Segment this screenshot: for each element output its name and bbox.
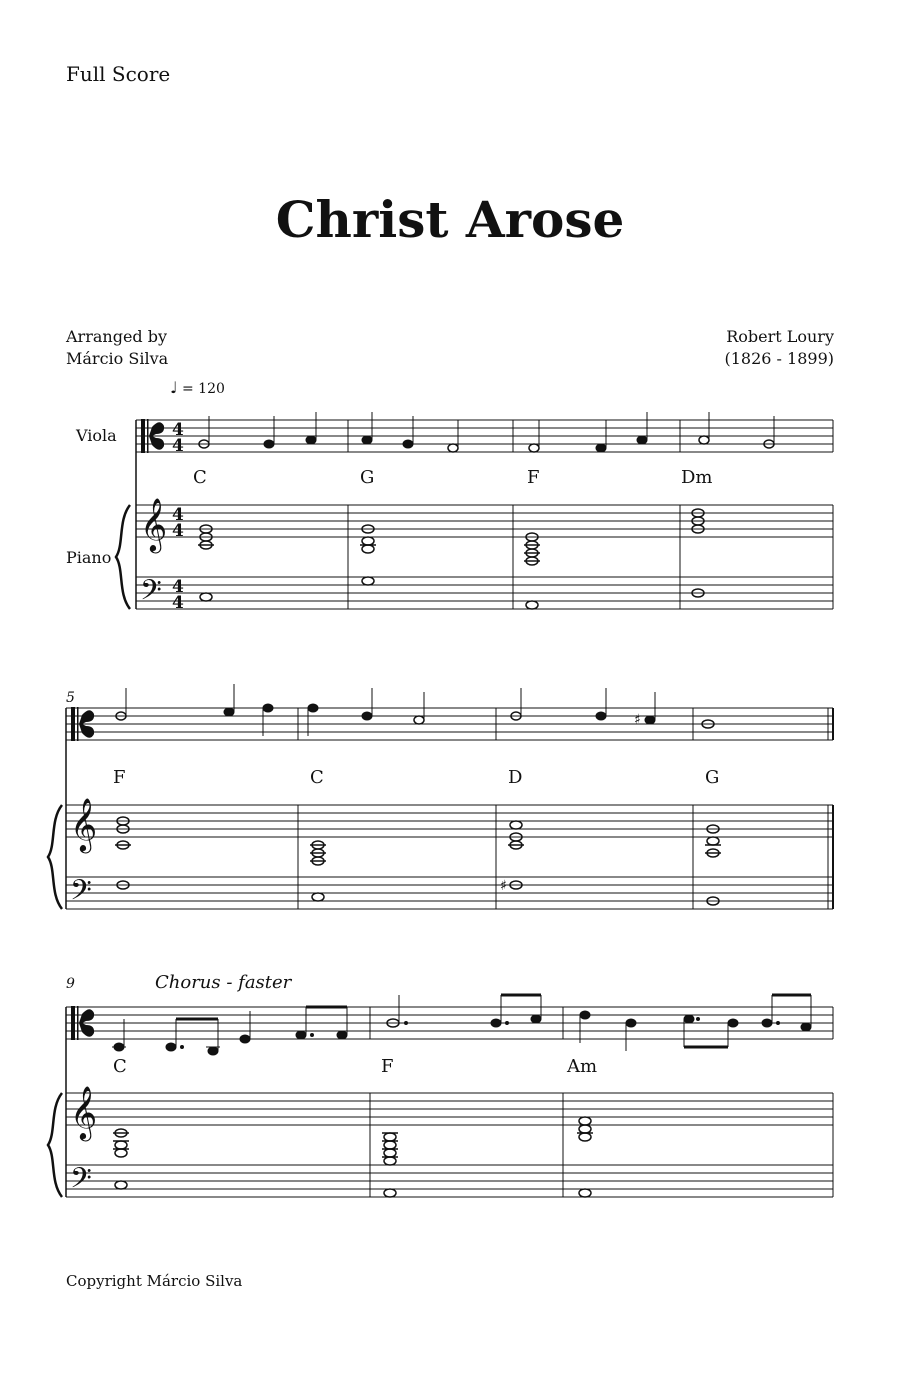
tempo-value: = 120 — [182, 381, 225, 397]
piano-treble-staff — [66, 1093, 833, 1125]
piano-brace — [48, 1093, 62, 1197]
chord-symbol: F — [113, 767, 126, 788]
chord-symbol: F — [527, 467, 540, 488]
viola-staff — [136, 420, 833, 452]
piano-treble-chords — [113, 1117, 593, 1165]
svg-text:4: 4 — [172, 505, 184, 525]
piano-treble-staff — [136, 505, 833, 537]
piano-brace — [116, 505, 130, 609]
bass-clef-icon: 𝄢 — [140, 574, 162, 614]
chord-symbol: F — [381, 1056, 394, 1077]
chord-symbol: G — [360, 467, 375, 488]
svg-text:4: 4 — [172, 521, 184, 541]
system-2 — [48, 684, 833, 914]
viola-notes — [199, 412, 774, 452]
chord-symbol: G — [705, 767, 720, 788]
composer-dates: (1826 - 1899) — [724, 349, 834, 368]
instrument-name-piano: Piano — [66, 548, 112, 567]
svg-text:♯: ♯ — [634, 712, 641, 728]
svg-text:4: 4 — [172, 593, 184, 613]
arranger-name: Márcio Silva — [66, 349, 169, 368]
viola-notes — [112, 995, 811, 1055]
piano-bass-staff — [136, 577, 833, 609]
piano-bass-staff — [66, 1165, 833, 1197]
composer-name: Robert Loury — [726, 327, 834, 346]
measure-number-5: 5 — [66, 690, 75, 706]
piano-treble-chords — [115, 817, 721, 865]
chord-symbol: C — [310, 767, 324, 788]
system-1 — [116, 412, 833, 614]
arranger-prefix: Arranged by — [66, 327, 168, 346]
svg-text:♯: ♯ — [500, 878, 507, 894]
chord-symbol: C — [193, 467, 207, 488]
quarter-note-icon: ♩ — [170, 378, 178, 397]
chord-symbol: D — [508, 767, 523, 788]
viola-notes — [116, 684, 714, 736]
expression-chorus: Chorus - faster — [155, 972, 292, 993]
chord-symbol: Am — [567, 1056, 598, 1077]
svg-text:4: 4 — [172, 420, 184, 440]
chord-symbol: C — [113, 1056, 127, 1077]
piano-brace — [48, 805, 62, 909]
treble-clef-icon: 𝄞 — [70, 1085, 98, 1139]
piece-title: Christ Arose — [275, 190, 625, 249]
svg-text:4: 4 — [172, 436, 184, 456]
treble-clef-icon: 𝄞 — [140, 497, 168, 551]
chord-symbol: Dm — [681, 467, 713, 488]
score-type-label: Full Score — [66, 62, 171, 86]
bass-clef-icon: 𝄢 — [70, 1162, 92, 1202]
measure-number-9: 9 — [66, 976, 75, 992]
svg-text:4: 4 — [172, 577, 184, 597]
treble-clef-icon: 𝄞 — [70, 797, 98, 851]
bass-clef-icon: 𝄢 — [70, 874, 92, 914]
viola-staff — [66, 708, 833, 740]
viola-staff — [66, 1007, 833, 1039]
time-signature — [172, 420, 184, 613]
instrument-name-viola: Viola — [76, 426, 117, 445]
system-3 — [48, 995, 833, 1202]
copyright-notice: Copyright Márcio Silva — [66, 1272, 243, 1290]
